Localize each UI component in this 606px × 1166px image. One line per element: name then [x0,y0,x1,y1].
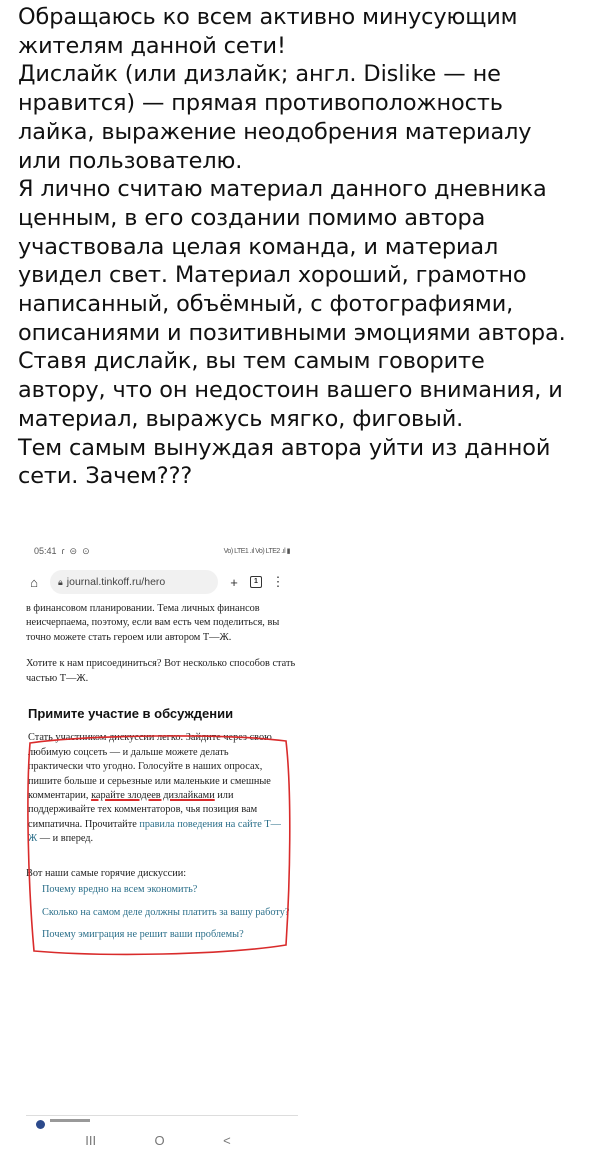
tabs-icon[interactable]: 1 [250,576,262,588]
card-body [28,731,286,846]
embedded-phone-screenshot [16,540,300,1160]
more-icon[interactable]: ⋮ [271,574,285,589]
post-line: лайка, выражение неодобрения материалу [18,118,532,145]
lock-icon: 🔒︎ [58,576,63,587]
recent-apps-icon[interactable]: III [85,1132,97,1148]
discussion-link[interactable]: Почему эмиграция не решит ваши проблемы? [42,928,244,940]
cropped-text [50,1119,90,1122]
notification-icon: ɾ [61,546,65,556]
post-line: описаниями и позитивными эмоциями автора. [18,319,566,346]
post-line: автору, что он недостоин вашего внимания, и [18,377,563,404]
home-button-icon[interactable]: O [154,1132,165,1148]
post-line: Ставя дислайк, вы тем самым говорите [18,348,485,375]
article [26,602,296,950]
article-paragraph: Хотите к нам присоединиться? Вот несколько способов стать частью Т—Ж. [26,658,296,684]
post-line: или пользователю. [18,147,243,174]
status-time: 05:41 [34,546,57,556]
discussion-link[interactable]: Сколько на самом деле должны платить за вашу работу? [42,906,290,918]
post-line: Я лично считаю материал данного дневника [18,176,547,203]
signal-icons: Vo) LTE1 .ıl Vo) LTE2 .ıl ▮ [223,548,290,555]
post-text [18,3,604,491]
article-paragraph: в финансовом планировании. Тема личных финансов неисчерпаема, поэтому, если вам есть чем поделиться, вы точно можете стать героем или автором Т—Ж. [26,603,280,643]
post-line: нравится) — прямая противоположность [18,90,503,117]
discussion-link[interactable]: Почему вредно на всем экономить? [42,884,198,896]
sync-icon: ⊝ [69,545,78,556]
post-line: жителям данной сети! [18,32,286,59]
post-line: материал, выражусь мягко, фиговый. [18,405,464,432]
url-bar[interactable] [50,570,218,594]
dislike-highlight: карайте злодеев дизлайками [91,790,215,802]
post-line: Дислайк (или дизлайк; англ. Dislike — не [18,61,501,88]
plus-icon[interactable]: + [230,574,238,590]
card-text: или поддерживайте тех комментаторов, чья позиция вам симпатична. Прочитайте [28,790,258,830]
post-line: Обращаюсь ко всем активно минусующим [18,4,518,30]
discussion-card [26,698,288,847]
post-line: участвовала целая команда, и материал [18,233,499,260]
home-icon[interactable]: ⌂ [30,574,38,590]
status-bar [16,540,300,562]
alert-icon: ⊙ [82,545,90,556]
post-line: Тем самым вынуждая автора уйти из данной [18,434,551,461]
card-title: Примите участие в обсуждении [28,706,234,722]
android-nav-bar [16,1125,300,1155]
hot-intro: Вот наши самые горячие дискуссии: [26,867,187,879]
card-text: — и вперед. [37,833,94,845]
divider [26,1115,298,1116]
back-icon[interactable]: < [223,1132,231,1148]
url-text: journal.tinkoff.ru/hero [66,576,166,588]
browser-toolbar [16,568,300,596]
post-line: сети. Зачем??? [18,463,193,490]
post-line: увидел свет. Материал хороший, грамотно [18,262,527,289]
post-line: написанный, объёмный, с фотографиями, [18,291,514,318]
card-text: Стать участником дискуссии легко. Зайдите через свою любимую соцсеть — и дальше можете делать практически что угодно. Голосуйте в наших опросах, пишите больше и серьезные или маленькие и смешные комментарии, [28,732,272,802]
hot-discussions [26,867,296,943]
post-line: ценным, в его создании помимо автора [18,204,486,231]
rules-link[interactable]: правила поведения на сайте Т—Ж [28,818,281,845]
